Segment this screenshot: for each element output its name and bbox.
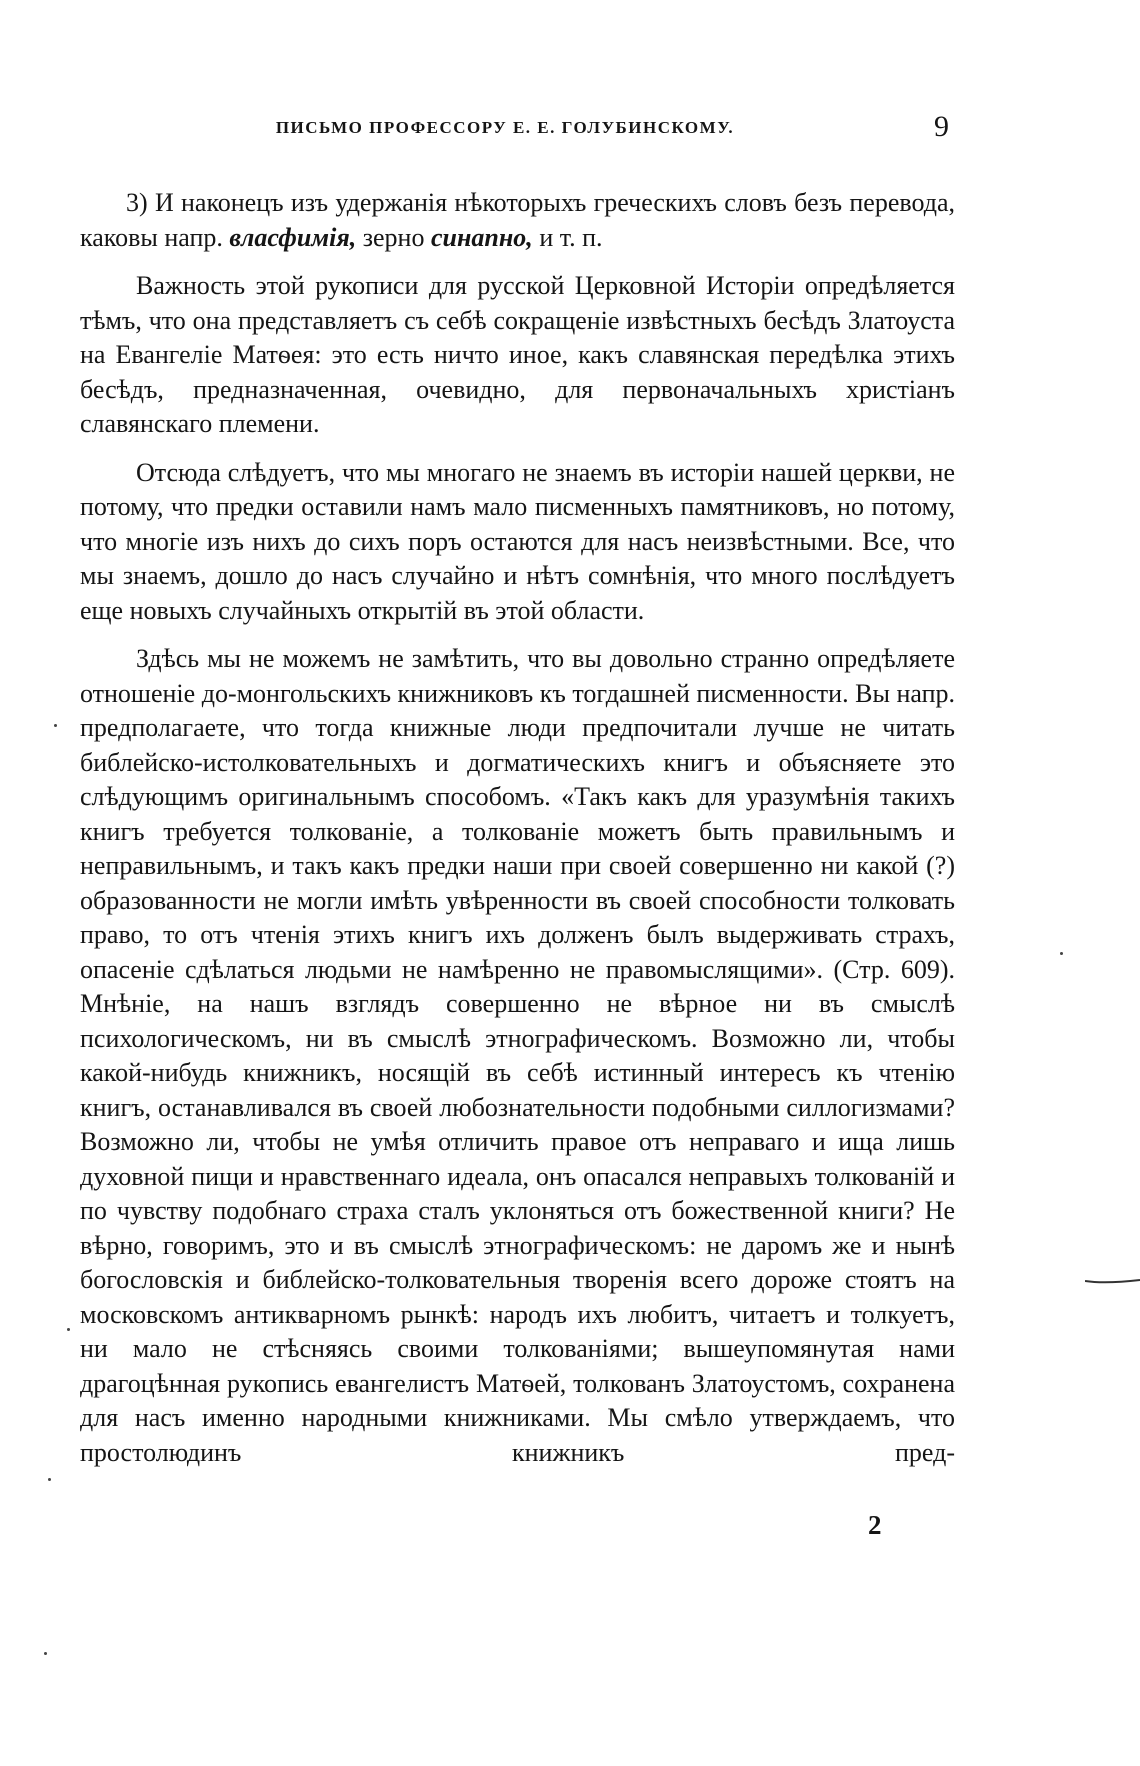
running-title: ПИСЬМО ПРОФЕССОРУ Е. Е. ГОЛУБИНСКОМУ. (275, 118, 735, 137)
paragraph-1-text-middle: зерно (356, 222, 431, 252)
paragraph-1-text-before: 3) И наконецъ изъ удержанія нѣкоторыхъ греческихъ словъ безъ перевода, каковы напр. (80, 188, 955, 252)
signature-mark: 2 (868, 1510, 882, 1540)
scan-speck (1060, 952, 1063, 955)
scan-speck (48, 1478, 51, 1481)
paragraph-3: Отсюда слѣдуетъ, что мы многаго не знаемъ въ исторіи нашей церкви, не потому, что предки оставили намъ мало писменныхъ памятниковъ, но потому, что многіе изъ нихъ до сихъ поръ остаются для насъ неизвѣстными. Все, что мы знаемъ, дошло до насъ случайно и нѣтъ сомнѣнія, что много послѣдуетъ еще новыхъ случайныхъ открытій въ этой области. (80, 457, 955, 625)
page-number: 9 (934, 110, 949, 143)
paragraph-4: Здѣсь мы не можемъ не замѣтить, что вы довольно странно опредѣляете отношеніе до-монгольскихъ книжниковъ къ тогдашней писменности. Вы напр. предполагаете, что тогда книжные люди предпочитали лучше не читать библейско-истолковательныхъ и догматическихъ книгъ и объясняете это слѣдующимъ оригинальнымъ способомъ. «Такъ какъ для уразумѣнія такихъ книгъ требуется толкованіе, а толкованіе можетъ быть правильнымъ и неправильнымъ, и такъ какъ предки наши при своей совершенно ни какой (?) образованности не могли имѣть увѣренности въ своей способности толковать право, то отъ чтенія этихъ книгъ ихъ долженъ былъ выдерживать страхъ, опасеніе сдѣлаться людьми не намѣренно не правомыслящими». (Стр. 609). Мнѣніе, на нашъ взглядъ совершенно не вѣрное ни въ смыслѣ психологическомъ, ни въ смыслѣ этнографическомъ. Возможно ли, чтобы какой-нибудь книжникъ, носящій въ себѣ истинный интересъ къ чтенію книгъ, останавливался въ своей любознательности подобными силлогизмами? Возможно ли, чтобы не умѣя отличить правое отъ неправаго и ища лишь духовной пищи и нравственнаго идеала, онъ опасался неправыхъ толкованій и по чувству подобнаго страха сталъ уклоняться отъ божественной книги? Не вѣрно, говоримъ, это и въ смыслѣ этнографическомъ: не даромъ же и нынѣ богословскія и библейско-толковательныя творенія всего дороже стоятъ на московскомъ антикварномъ рынкѣ: народъ ихъ любитъ, читаетъ и толкуетъ, ни мало не стѣсняясь своими толкованіями; вышеупомянутая нами драгоцѣнная рукопись евангелистъ Матѳей, толкованъ Златоустомъ, сохранена для насъ именно народными книжниками. Мы смѣло утверждаемъ, что простолюдинъ книжникъ пред- (80, 644, 955, 1467)
paragraph-1 (80, 186, 955, 255)
body-text (80, 186, 955, 1470)
scan-speck (54, 724, 57, 727)
paragraph-1-text-after: и т. п. (532, 222, 603, 252)
margin-bracket-mark (1085, 1278, 1140, 1284)
italic-term-sinapno: синапно, (430, 222, 533, 252)
scan-speck (44, 1652, 47, 1655)
scan-speck (67, 1328, 70, 1331)
italic-term-vlasfimia: власфимія, (229, 222, 357, 252)
paragraph-2: Важность этой рукописи для русской Церковной Исторіи опредѣляется тѣмъ, что она представляетъ съ себѣ сокращеніе извѣстныхъ бесѣдъ Златоуста на Евангеліе Матѳея: это есть ничто иное, какъ славянская передѣлка этихъ бесѣдъ, предназначенная, очевидно, для первоначальныхъ христіанъ славянскаго племени. (80, 271, 955, 438)
